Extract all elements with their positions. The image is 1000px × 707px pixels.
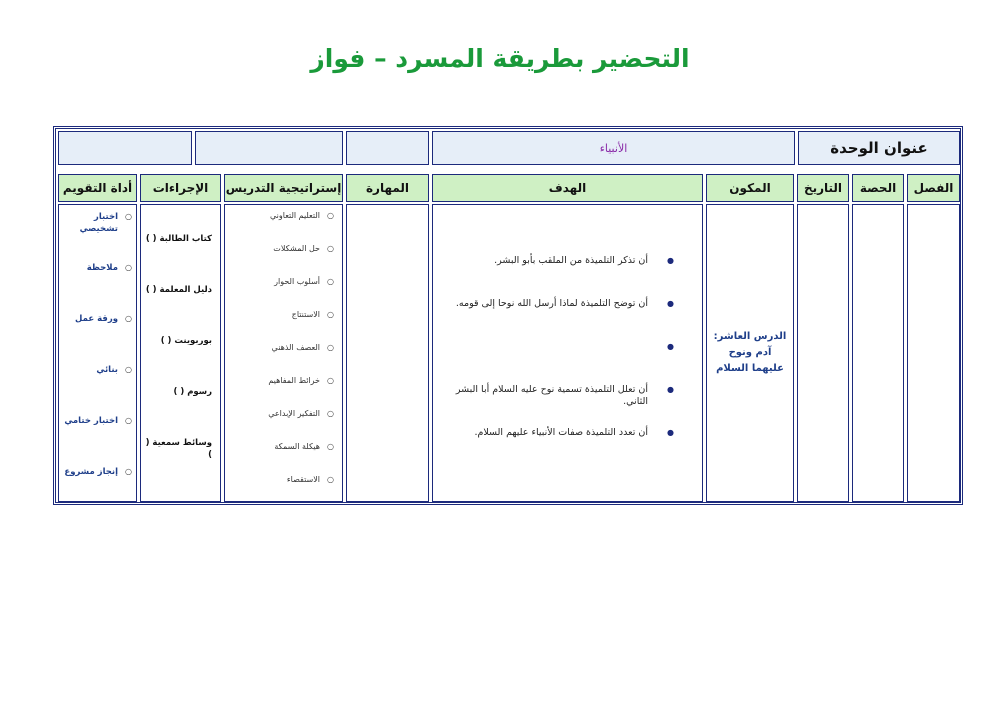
strategy-item: ○ الاستنتاج bbox=[229, 309, 334, 342]
evaluation-item: ○ اختبار ختامي bbox=[61, 415, 132, 466]
header-evaluation: أداة التقويم bbox=[58, 174, 137, 202]
strategy-item: ○ الاستقصاء bbox=[229, 474, 334, 507]
body-chapter bbox=[907, 204, 960, 502]
strategy-item: ○ التفكير الإبداعي bbox=[229, 408, 334, 441]
page-title: التحضير بطريقة المسرد – فواز bbox=[310, 44, 690, 73]
lesson-plan-table bbox=[53, 126, 963, 505]
header-component: المكون bbox=[706, 174, 794, 202]
strategy-item: ○ هيكلة السمكة bbox=[229, 441, 334, 474]
strategy-item: ○ خرائط المفاهيم bbox=[229, 375, 334, 408]
strategy-item: ○ العصف الذهني bbox=[229, 342, 334, 375]
evaluation-item: ○ إنجاز مشروع bbox=[61, 466, 132, 517]
lesson-name: آدم ونوح عليهما السلام bbox=[716, 347, 784, 374]
body-skill bbox=[346, 204, 429, 502]
body-evaluation bbox=[58, 204, 137, 502]
strategy-item: ○ حل المشكلات bbox=[229, 243, 334, 276]
header-date: التاريخ bbox=[797, 174, 849, 202]
procedure-item: بوربوينت ( ) bbox=[160, 336, 212, 346]
evaluation-item: ○ اختبار تشخيصي bbox=[61, 211, 132, 262]
evaluation-item: ○ ورقة عمل bbox=[61, 313, 132, 364]
strategy-item: ○ التعليم التعاوني bbox=[229, 210, 334, 243]
lesson-title-block bbox=[713, 329, 787, 377]
header-procedures: الإجراءات bbox=[140, 174, 221, 202]
unit-blank-cell bbox=[195, 131, 343, 165]
body-date bbox=[797, 204, 849, 502]
unit-blank-cell bbox=[346, 131, 429, 165]
objective-item bbox=[441, 341, 674, 384]
body-period bbox=[852, 204, 904, 502]
evaluation-item: ○ بنائي bbox=[61, 364, 132, 415]
procedure-item: كتاب الطالبة ( ) bbox=[145, 234, 212, 244]
body-component bbox=[706, 204, 794, 502]
body-objective bbox=[432, 204, 703, 502]
unit-blank-cell bbox=[58, 131, 192, 165]
unit-title-value: الأنبياء bbox=[432, 131, 795, 165]
procedure-item: رسوم ( ) bbox=[173, 387, 212, 397]
evaluations-list bbox=[59, 205, 136, 517]
header-objective: الهدف bbox=[432, 174, 703, 202]
objective-item: ● أن تعلل التلميذة تسمية نوح عليه السلام أبا البشر الثاني. bbox=[441, 384, 674, 427]
procedures-list bbox=[141, 205, 220, 488]
body-strategy bbox=[224, 204, 343, 502]
header-period: الحصة bbox=[852, 174, 904, 202]
procedure-item: دليل المعلمة ( ) bbox=[145, 285, 212, 295]
lesson-number: الدرس العاشر: bbox=[713, 331, 787, 342]
objective-item: ● أن تعدد التلميذة صفات الأنبياء عليهم السلام. bbox=[441, 427, 674, 470]
objective-item: ● أن تذكر التلميذة من الملقب بأبو البشر. bbox=[441, 255, 674, 298]
body-procedures bbox=[140, 204, 221, 502]
strategies-list bbox=[225, 205, 342, 507]
unit-title-label: عنوان الوحدة bbox=[798, 131, 960, 165]
header-strategy: إستراتيجية التدريس bbox=[224, 174, 343, 202]
header-chapter: الفصل bbox=[907, 174, 960, 202]
objective-item: ● أن توضح التلميذة لماذا أرسل الله نوحا إلى قومه. bbox=[441, 298, 674, 341]
header-skill: المهارة bbox=[346, 174, 429, 202]
strategy-item: ○ أسلوب الحوار bbox=[229, 276, 334, 309]
objectives-list bbox=[441, 255, 674, 470]
evaluation-item: ○ ملاحظة bbox=[61, 262, 132, 313]
procedure-item: وسائط سمعية ( ) bbox=[145, 438, 212, 460]
